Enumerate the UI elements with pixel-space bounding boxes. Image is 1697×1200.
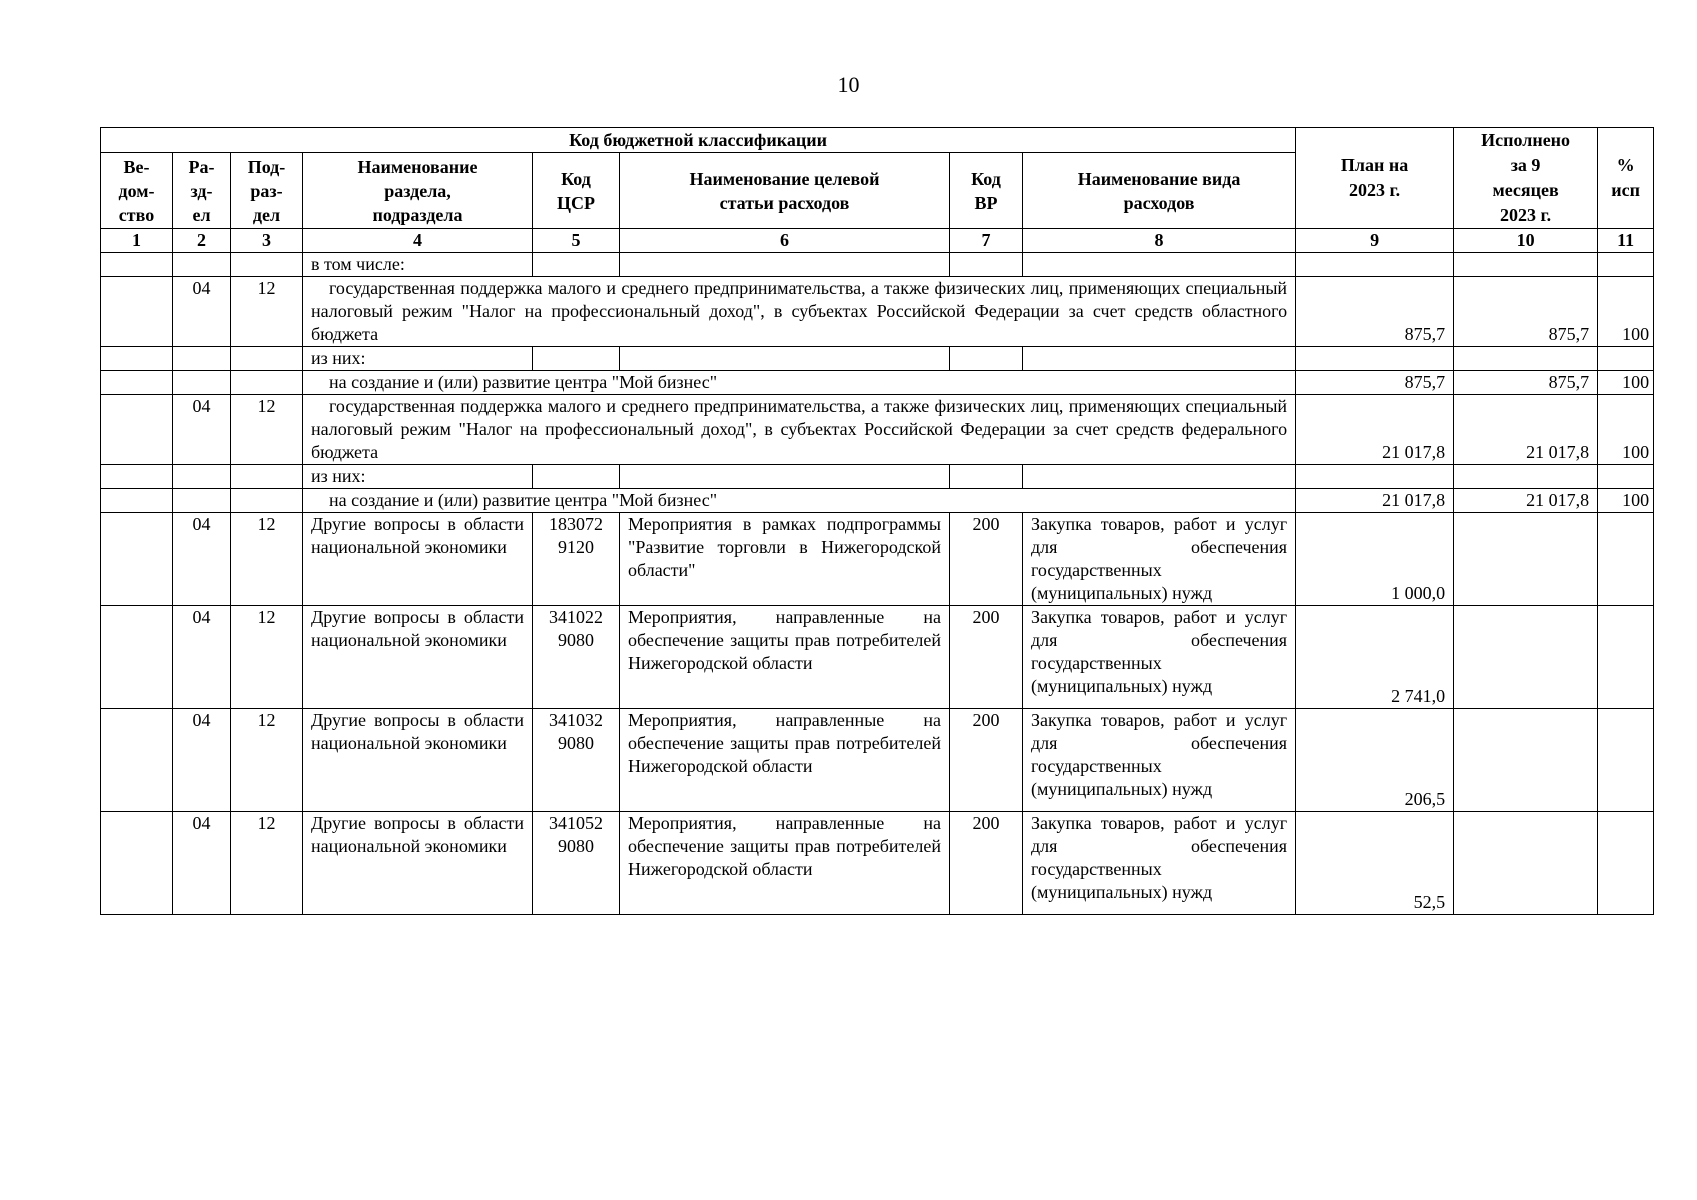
col-number: 11 xyxy=(1598,229,1654,253)
row-label: из них: xyxy=(303,465,533,489)
col-header-pct: % исп xyxy=(1598,128,1654,229)
target-name-cell: Мероприятия в рамках подпрограммы "Развитие торговли в Нижегородской области" xyxy=(620,513,950,606)
section-name-cell: Другие вопросы в области национальной экономики xyxy=(303,513,533,606)
done-cell: 21 017,8 xyxy=(1454,395,1598,465)
budget-table xyxy=(100,127,1654,915)
header-group-row xyxy=(101,128,1654,153)
table-row xyxy=(101,277,1654,347)
plan-cell: 21 017,8 xyxy=(1296,489,1454,513)
done-cell xyxy=(1454,812,1598,915)
section-name-cell: Другие вопросы в области национальной экономики xyxy=(303,709,533,812)
razdel-cell: 04 xyxy=(173,812,231,915)
plan-cell: 52,5 xyxy=(1296,812,1454,915)
table-row xyxy=(101,606,1654,709)
razdel-cell: 04 xyxy=(173,395,231,465)
podrazdel-cell: 12 xyxy=(231,709,303,812)
table-row xyxy=(101,395,1654,465)
vr-cell: 200 xyxy=(950,709,1023,812)
table-row xyxy=(101,489,1654,513)
razdel-cell: 04 xyxy=(173,513,231,606)
col-number: 5 xyxy=(533,229,620,253)
podrazdel-cell: 12 xyxy=(231,277,303,347)
row-label: из них: xyxy=(303,347,533,371)
col-header-plan: План на 2023 г. xyxy=(1296,128,1454,229)
vid-name-cell: Закупка товаров, работ и услуг для обеспечения государственных (муниципальных) нужд xyxy=(1023,513,1296,606)
col-number: 4 xyxy=(303,229,533,253)
razdel-cell: 04 xyxy=(173,709,231,812)
col-number: 2 xyxy=(173,229,231,253)
table-row xyxy=(101,513,1654,606)
col-number: 1 xyxy=(101,229,173,253)
col-header-target-name: Наименование целевой статьи расходов xyxy=(620,153,950,229)
col-number: 8 xyxy=(1023,229,1296,253)
plan-cell: 2 741,0 xyxy=(1296,606,1454,709)
csr-cell: 341052 9080 xyxy=(533,812,620,915)
podrazdel-cell: 12 xyxy=(231,606,303,709)
razdel-cell: 04 xyxy=(173,606,231,709)
moy-biznes-description: на создание и (или) развитие центра "Мой бизнес" xyxy=(303,489,1296,513)
pct-cell: 100 xyxy=(1598,489,1654,513)
plan-cell: 21 017,8 xyxy=(1296,395,1454,465)
pct-cell xyxy=(1598,709,1654,812)
target-name-cell: Мероприятия, направленные на обеспечение защиты прав потребителей Нижегородской области xyxy=(620,606,950,709)
pct-cell: 100 xyxy=(1598,371,1654,395)
csr-cell: 341032 9080 xyxy=(533,709,620,812)
csr-cell: 341022 9080 xyxy=(533,606,620,709)
section-name-cell: Другие вопросы в области национальной экономики xyxy=(303,606,533,709)
col-header-vr: Код ВР xyxy=(950,153,1023,229)
moy-biznes-description: на создание и (или) развитие центра "Мой бизнес" xyxy=(303,371,1296,395)
vr-cell: 200 xyxy=(950,812,1023,915)
table-row xyxy=(101,709,1654,812)
target-name-cell: Мероприятия, направленные на обеспечение защиты прав потребителей Нижегородской области xyxy=(620,812,950,915)
col-header-razdel: Ра- зд- ел xyxy=(173,153,231,229)
col-header-csr: Код ЦСР xyxy=(533,153,620,229)
col-number: 7 xyxy=(950,229,1023,253)
row-label: в том числе: xyxy=(303,253,533,277)
table-row xyxy=(101,253,1654,277)
support-description: государственная поддержка малого и среднего предпринимательства, а также физических лиц, применяющих специальный налоговый режим "Налог на профессиональный доход", в субъектах Российской Федерации за счет средств федерального бюджета xyxy=(303,395,1296,465)
plan-cell: 206,5 xyxy=(1296,709,1454,812)
col-header-podrazdel: Под- раз- дел xyxy=(231,153,303,229)
done-cell xyxy=(1454,513,1598,606)
podrazdel-cell: 12 xyxy=(231,513,303,606)
col-number: 3 xyxy=(231,229,303,253)
support-description: государственная поддержка малого и среднего предпринимательства, а также физических лиц, применяющих специальный налоговый режим "Налог на профессиональный доход", в субъектах Российской Федерации за счет средств областного бюджета xyxy=(303,277,1296,347)
target-name-cell: Мероприятия, направленные на обеспечение защиты прав потребителей Нижегородской области xyxy=(620,709,950,812)
vid-name-cell: Закупка товаров, работ и услуг для обеспечения государственных (муниципальных) нужд xyxy=(1023,709,1296,812)
col-header-vid-name: Наименование вида расходов xyxy=(1023,153,1296,229)
col-number: 9 xyxy=(1296,229,1454,253)
pct-cell: 100 xyxy=(1598,395,1654,465)
vid-name-cell: Закупка товаров, работ и услуг для обеспечения государственных (муниципальных) нужд xyxy=(1023,812,1296,915)
table-row xyxy=(101,371,1654,395)
podrazdel-cell: 12 xyxy=(231,395,303,465)
section-name-cell: Другие вопросы в области национальной экономики xyxy=(303,812,533,915)
vid-name-cell: Закупка товаров, работ и услуг для обеспечения государственных (муниципальных) нужд xyxy=(1023,606,1296,709)
done-cell: 875,7 xyxy=(1454,277,1598,347)
csr-cell: 183072 9120 xyxy=(533,513,620,606)
vr-cell: 200 xyxy=(950,606,1023,709)
pct-cell xyxy=(1598,812,1654,915)
col-number: 10 xyxy=(1454,229,1598,253)
column-number-row xyxy=(101,229,1654,253)
col-header-section-name: Наименование раздела, подраздела xyxy=(303,153,533,229)
col-header-vedomstvo: Ве- дом- ство xyxy=(101,153,173,229)
table-row xyxy=(101,347,1654,371)
vr-cell: 200 xyxy=(950,513,1023,606)
pct-cell xyxy=(1598,513,1654,606)
done-cell: 875,7 xyxy=(1454,371,1598,395)
col-number: 6 xyxy=(620,229,950,253)
plan-cell: 1 000,0 xyxy=(1296,513,1454,606)
done-cell xyxy=(1454,606,1598,709)
table-row xyxy=(101,812,1654,915)
table-row xyxy=(101,465,1654,489)
podrazdel-cell: 12 xyxy=(231,812,303,915)
done-cell: 21 017,8 xyxy=(1454,489,1598,513)
done-cell xyxy=(1454,709,1598,812)
pct-cell: 100 xyxy=(1598,277,1654,347)
razdel-cell: 04 xyxy=(173,277,231,347)
col-header-done: Исполнено за 9 месяцев 2023 г. xyxy=(1454,128,1598,229)
plan-cell: 875,7 xyxy=(1296,277,1454,347)
page-number: 10 xyxy=(837,72,860,97)
plan-cell: 875,7 xyxy=(1296,371,1454,395)
pct-cell xyxy=(1598,606,1654,709)
group-title: Код бюджетной классификации xyxy=(101,128,1296,153)
